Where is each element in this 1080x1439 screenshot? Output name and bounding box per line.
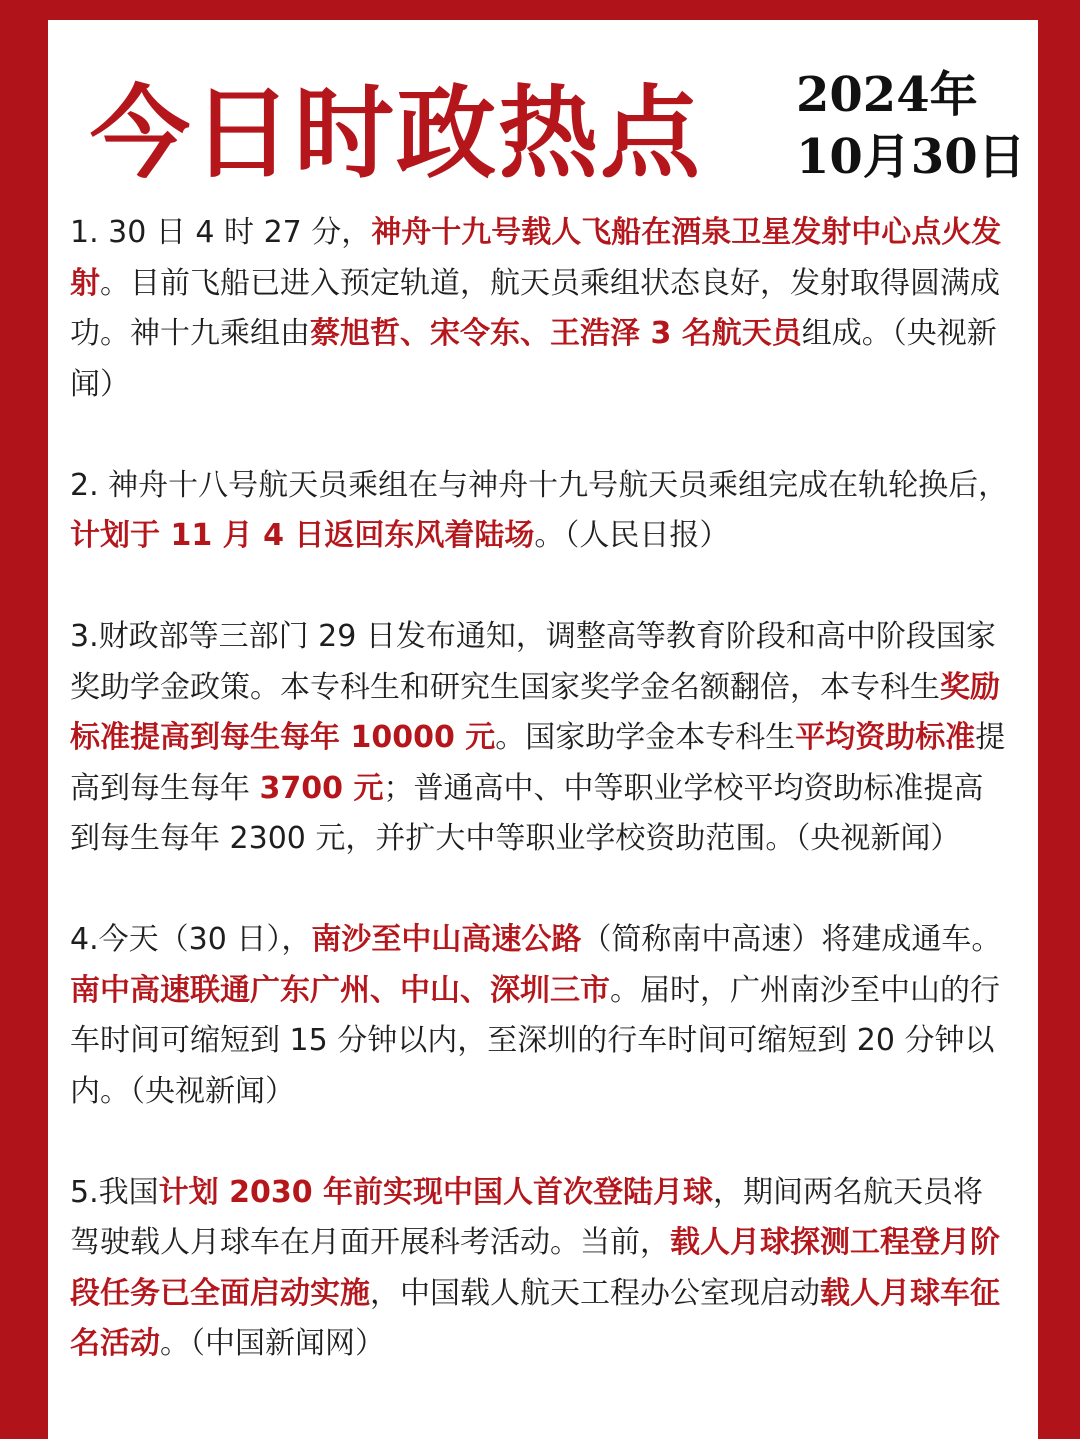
body-text: 。届时，广州南沙至中山的行车时间可缩短到 15 分钟以内，至深圳的行车时间可缩短到 20 分钟以内。（央视新闻）	[70, 972, 1000, 1109]
body-text: 。（人民日报）	[534, 518, 730, 553]
body-text: （简称南中高速）将建成通车。	[581, 922, 1002, 957]
header	[48, 20, 1038, 210]
body-text: 。国家助学金本专科生	[495, 720, 796, 755]
body-text: 3.财政部等三部门 29 日发布通知，调整高等教育阶段和高中阶段国家奖助学金政策。本专科生和研究生国家奖学金名额翻倍，本专科生	[70, 619, 996, 705]
news-item	[70, 1168, 1010, 1370]
news-item	[70, 915, 1010, 1117]
highlight-text: 载人月球探测工程登月阶段任务已全面启动实施	[70, 1225, 1000, 1311]
highlight-text: 奖励标准提高到每生每年 10000 元	[70, 669, 1000, 755]
border-top	[0, 0, 1080, 20]
body-text: ；普通高中、中等职业学校平均资助标准提高到每生每年 2300 元，并扩大中等职业学校资助范围。（央视新闻）	[70, 770, 984, 856]
page-title: 今日时政热点	[90, 74, 702, 192]
body-text: ，期间两名航天员将驾驶载人月球车在月面开展科考活动。当前，	[70, 1174, 984, 1260]
highlight-text: 神舟十九号载人飞船在酒泉卫星发射中心点火发射	[70, 215, 1002, 301]
news-item	[70, 461, 1010, 562]
news-item	[70, 612, 1010, 865]
body-text: 4.今天（30 日），	[70, 922, 312, 957]
body-text: 。目前飞船已进入预定轨道，航天员乘组状态良好，发射取得圆满成功。神十九乘组由	[70, 265, 1000, 351]
date-year: 2024年	[796, 67, 978, 123]
body-text: 2. 神舟十八号航天员乘组在与神舟十九号航天员乘组完成在轨轮换后，	[70, 467, 1009, 503]
news-list	[70, 208, 1010, 1420]
date-day: 10月30日	[796, 129, 1026, 185]
body-text: ，中国载人航天工程办公室现启动	[370, 1275, 820, 1311]
date-block	[796, 64, 1026, 188]
highlight-text: 计划于 11 月 4 日返回东风着陆场	[70, 518, 535, 553]
highlight-text: 南中高速联通广东广州、中山、深圳三市	[70, 972, 610, 1008]
body-text: 。（中国新闻网）	[160, 1326, 385, 1361]
highlight-text: 平均资助标准	[795, 720, 976, 755]
highlight-text: 3700 元	[259, 770, 384, 806]
highlight-text: 南沙至中山高速公路	[311, 922, 582, 957]
news-item	[70, 208, 1010, 410]
highlight-text: 计划 2030 年前实现中国人首次登陆月球	[158, 1174, 714, 1210]
body-text: 提高到每生每年	[70, 720, 1006, 806]
highlight-text: 载人月球车征名活动	[70, 1275, 1000, 1361]
border-right	[1038, 0, 1080, 1439]
body-text: 5.我国	[70, 1174, 159, 1210]
highlight-text: 蔡旭哲、宋令东、王浩泽 3 名航天员	[310, 316, 802, 351]
body-text: 1. 30 日 4 时 27 分，	[70, 215, 372, 250]
border-left	[0, 0, 48, 1439]
body-text: 组成。（央视新闻）	[70, 316, 997, 402]
